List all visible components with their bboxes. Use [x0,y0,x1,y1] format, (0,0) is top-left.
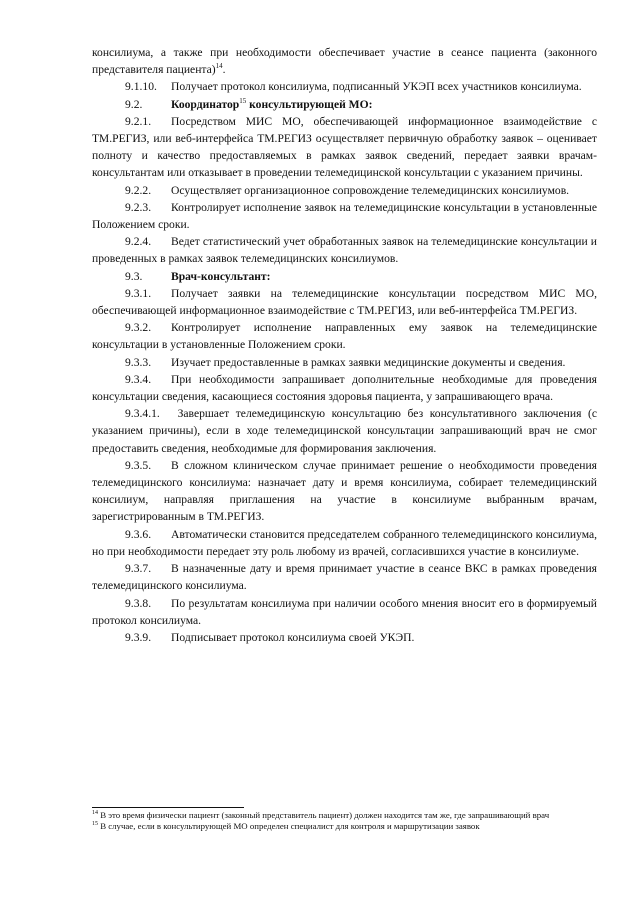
paragraph-9-3-9: 9.3.9. Подписывает протокол консилиума своей УКЭП. [125,630,415,644]
paragraph-9-3-5: 9.3.5. В сложном клиническом случае принимает решение о необходимости проведения телемедицинского консилиума: назначает дату и время консилиума, собирает телемедицинский консилиум, направляя приглашения на участие в консилиуме выбранным врачам, зарегистрированным в ТМ.РЕГИЗ. [92,458,597,524]
paragraph-9-2-4: 9.2.4. Ведет статистический учет обработанных заявок на телемедицинские консультации и проведенных в рамках заявок телемедицинских консилиумов. [92,235,597,266]
heading-9-3: 9.3. Врач-консультант: [125,269,271,283]
paragraph-9-3-8: 9.3.8. По результатам консилиума при наличии особого мнения вносит его в формируемый протокол консилиума. [92,596,597,627]
paragraph-9-2-3: 9.2.3. Контролирует исполнение заявок на телемедицинские консультации в установленные Положением сроки. [92,200,597,232]
footnote-14: $^{14}$ В это время физически пациент (законный представитель пациент) должен находится там же, где запрашивающий врач [92,810,550,820]
paragraph-9-3-6: 9.3.6. Автоматически становится председателем собранного телемедицинского консилиума, но при необходимости передает эту роль любому из врачей, согласившихся участие в консилиуме. [92,527,597,558]
paragraph-9-3-1: 9.3.1. Получает заявки на телемедицинские консультации посредством МИС МО, обеспечивающей информационное взаимодействие с ТМ.РЕГИЗ, или веб-интерфейса ТМ.РЕГИЗ. [92,286,597,318]
footnotes [92,810,597,832]
footnote-15: $^{15}$ В случае, если в консультирующей МО определен специалист для контроля и маршрутизации заявок [92,821,480,832]
paragraph-9-3-4-1: 9.3.4.1. Завершает телемедицинскую консультацию без консультативного заключения (с указанием причины), если в ходе телемедицинской консультации запрашивающий врач не смог предоставить сведения, необходимые для формирования заключения. [92,407,597,455]
footnote-ref-14: 14 [215,62,223,71]
paragraph-continuation: консилиума, а также при необходимости обеспечивает участие в сеансе пациента (законного представителя пациента)$^{14}$. [92,46,597,77]
heading-9-2: 9.2. Координатор$^{15}$ консультирующей МО: [125,96,373,111]
paragraph-9-3-7: 9.3.7. В назначенные дату и время принимает участие в сеансе ВКС в рамках проведения телемедицинского консилиума. [92,562,597,593]
document-body [92,44,597,646]
paragraph-9-2-1: 9.2.1. Посредством МИС МО, обеспечивающей информационное взаимодействие с ТМ.РЕГИЗ, или веб-интерфейса ТМ.РЕГИЗ осуществляет первичную обработку заявок – оценивает полноту и качество предоставляемых в рамках заявок сведений, передает заявки врачам-консультантам или отказывает в проведении телемедицинской консультации с указанием причины. [92,114,597,180]
paragraph-9-1-10: 9.1.10. Получает протокол консилиума, подписанный УКЭП всех участников консилиума. [125,80,582,94]
footnote-ref-15: 15 [239,96,247,105]
paragraph-9-3-4: 9.3.4. При необходимости запрашивает дополнительные необходимые для проведения консультации сведения, касающиеся состояния здоровья пациента, у запрашивающего врача. [92,372,597,404]
paragraph-9-3-2: 9.3.2. Контролирует исполнение направленных ему заявок на телемедицинские консультации в установленные Положением сроки. [92,321,597,352]
paragraph-9-2-2: 9.2.2. Осуществляет организационное сопровождение телемедицинских консилиумов. [125,183,570,197]
footnote-separator [92,807,244,808]
paragraph-9-3-3: 9.3.3. Изучает предоставленные в рамках заявки медицинские документы и сведения. [125,355,566,369]
